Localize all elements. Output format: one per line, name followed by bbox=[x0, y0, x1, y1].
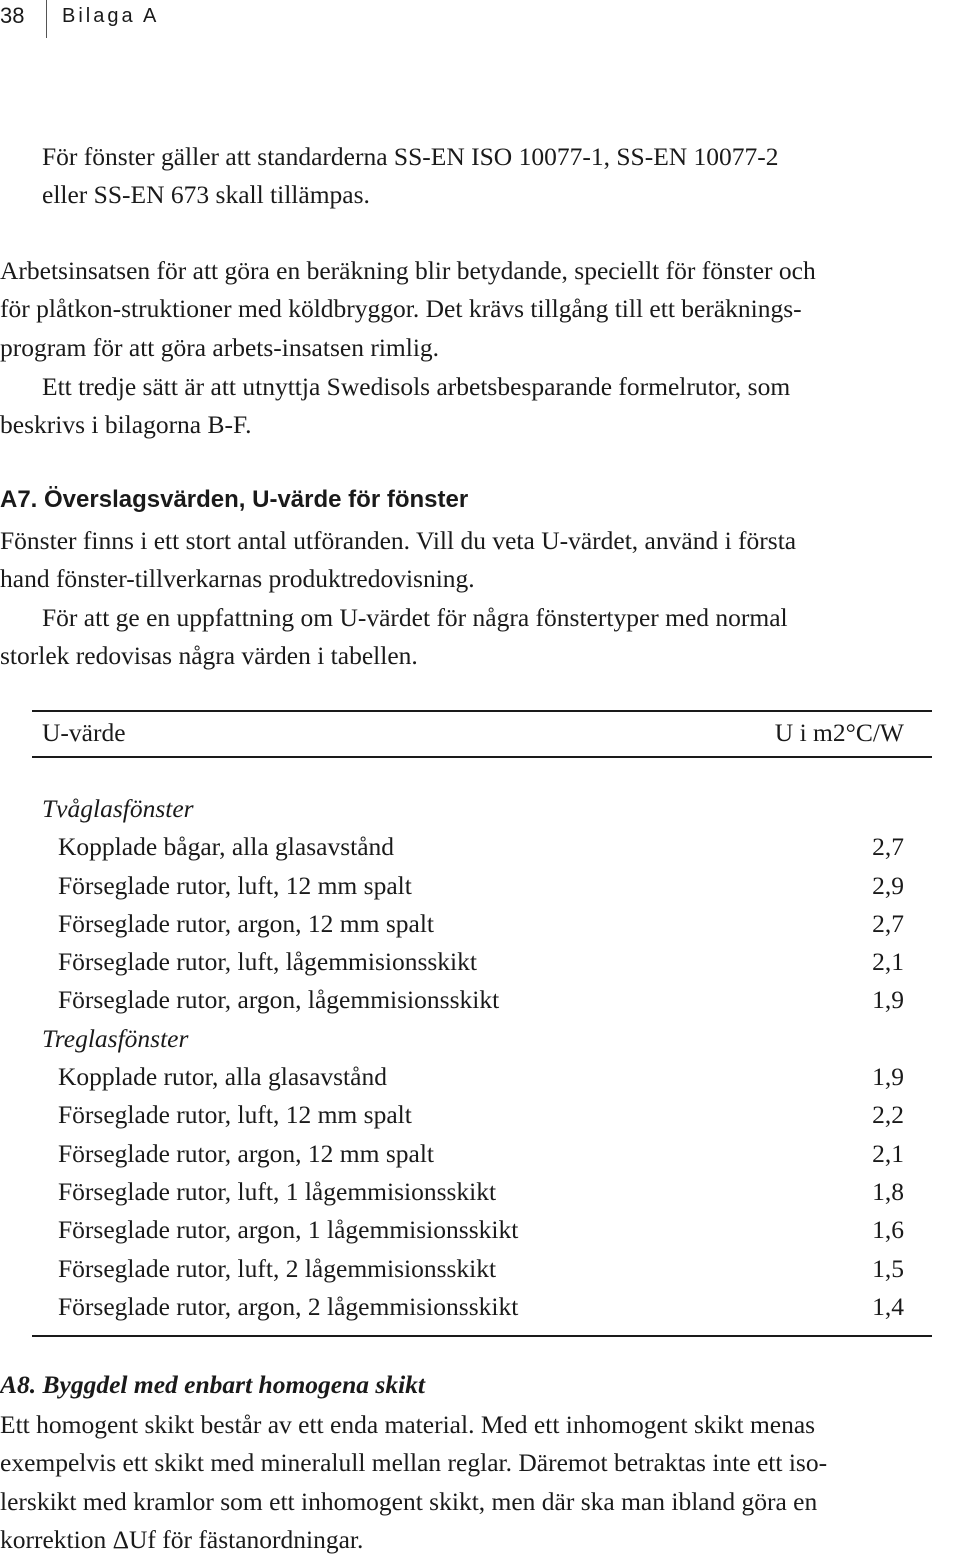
header-divider bbox=[46, 0, 47, 38]
row-value: 1,9 bbox=[872, 985, 904, 1015]
row-value: 2,7 bbox=[872, 908, 904, 938]
table-row bbox=[32, 1096, 932, 1134]
table-body bbox=[32, 790, 932, 1326]
section-label: Bilaga A bbox=[62, 5, 160, 27]
page-header bbox=[0, 0, 960, 38]
table-row bbox=[32, 981, 932, 1019]
row-label: Förseglade rutor, argon, 2 lågemmisionsskikt bbox=[58, 1291, 519, 1321]
row-value: 2,2 bbox=[872, 1100, 904, 1130]
table-row bbox=[32, 1211, 932, 1249]
table-header-rule bbox=[32, 756, 932, 758]
text-line: program för att göra arbets-insatsen rimlig. bbox=[0, 332, 440, 362]
text-line: För fönster gäller att standarderna SS-EN ISO 10077-1, SS-EN 10077-2 bbox=[42, 142, 779, 171]
text-line: För att ge en uppfattning om U-värdet för några fönstertyper med normal bbox=[42, 603, 788, 632]
table-column-u-varde: U-värde bbox=[42, 718, 126, 747]
table-row bbox=[32, 1058, 932, 1096]
row-value: 1,5 bbox=[872, 1253, 904, 1283]
text-line: Arbetsinsatsen för att göra en beräkning blir betydande, speciellt för fönster och bbox=[0, 256, 816, 285]
row-label: Förseglade rutor, luft, 12 mm spalt bbox=[58, 870, 412, 900]
row-label: Förseglade rutor, argon, 12 mm spalt bbox=[58, 908, 434, 938]
text-line: Ett tredje sätt är att utnyttja Swedisols arbetsbesparande formelrutor, som bbox=[42, 372, 791, 401]
table-bottom-rule bbox=[32, 1335, 932, 1337]
table-group-row bbox=[32, 790, 932, 828]
table-row bbox=[32, 1173, 932, 1211]
row-value: 1,8 bbox=[872, 1176, 904, 1206]
intro-paragraph-1 bbox=[42, 138, 912, 215]
table-row bbox=[32, 1250, 932, 1288]
intro-paragraph-2 bbox=[0, 252, 960, 367]
row-value: 1,6 bbox=[872, 1215, 904, 1245]
a7-heading: A7. Överslagsvärden, U-värde för fönster bbox=[0, 486, 469, 513]
row-value: 1,4 bbox=[872, 1291, 904, 1321]
row-value: 1,9 bbox=[872, 1062, 904, 1092]
table-header bbox=[32, 713, 932, 753]
row-value: 2,9 bbox=[872, 870, 904, 900]
row-label: Kopplade rutor, alla glasavstånd bbox=[58, 1062, 387, 1092]
text-line: Fönster finns i ett stort antal utföranden. Vill du veta U-värdet, använd i första bbox=[0, 526, 797, 555]
text-line: beskrivs i bilagorna B-F. bbox=[0, 410, 252, 440]
text-line: exempelvis ett skikt med mineralull mellan reglar. Däremot betraktas inte ett iso- bbox=[0, 1448, 828, 1478]
table-row bbox=[32, 905, 932, 943]
row-label: Förseglade rutor, argon, lågemmisionsskikt bbox=[58, 985, 500, 1015]
text-line: korrektion ΔUf för fästanordningar. bbox=[0, 1524, 364, 1554]
a8-paragraph bbox=[0, 1406, 960, 1559]
intro-paragraph-3 bbox=[0, 368, 960, 445]
row-label: Förseglade rutor, luft, 1 lågemmisionsskikt bbox=[58, 1176, 497, 1206]
a7-paragraph-2 bbox=[0, 599, 960, 676]
text-line: Ett homogent skikt består av ett enda material. Med ett inhomogent skikt menas bbox=[0, 1410, 816, 1439]
row-label: Förseglade rutor, luft, lågemmisionsskikt bbox=[58, 947, 477, 977]
row-value: 2,7 bbox=[872, 832, 904, 862]
text-line: lerskikt med kramlor som ett inhomogent skikt, men där ska man ibland göra en bbox=[0, 1486, 818, 1516]
row-label: Förseglade rutor, luft, 2 lågemmisionsskikt bbox=[58, 1253, 497, 1283]
text-line: eller SS-EN 673 skall tillämpas. bbox=[42, 180, 370, 210]
row-label: Förseglade rutor, argon, 1 lågemmisionsskikt bbox=[58, 1215, 519, 1245]
text-line: hand fönster-tillverkarnas produktredovisning. bbox=[0, 564, 475, 594]
table-column-unit: U i m2°C/W bbox=[774, 718, 904, 747]
page-number: 38 bbox=[0, 3, 25, 28]
table-top-rule bbox=[32, 710, 932, 712]
text-line: för plåtkon-struktioner med köldbryggor. Det krävs tillgång till ett beräknings- bbox=[0, 294, 802, 324]
table-row bbox=[32, 867, 932, 905]
row-label: Kopplade bågar, alla glasavstånd bbox=[58, 832, 395, 862]
a7-paragraph-1 bbox=[0, 522, 960, 599]
a8-heading: A8. Byggdel med enbart homogena skikt bbox=[0, 1370, 426, 1399]
table-row bbox=[32, 943, 932, 981]
row-value: 2,1 bbox=[872, 947, 904, 977]
table-group-row bbox=[32, 1020, 932, 1058]
table-row bbox=[32, 1135, 932, 1173]
row-value: 2,1 bbox=[872, 1138, 904, 1168]
group-label: Treglasfönster bbox=[42, 1023, 189, 1053]
table-row bbox=[32, 1288, 932, 1326]
group-label: Tvåglasfönster bbox=[42, 794, 194, 823]
table-row bbox=[32, 828, 932, 866]
text-line: storlek redovisas några värden i tabellen. bbox=[0, 641, 418, 671]
row-label: Förseglade rutor, argon, 12 mm spalt bbox=[58, 1138, 434, 1168]
row-label: Förseglade rutor, luft, 12 mm spalt bbox=[58, 1100, 412, 1130]
